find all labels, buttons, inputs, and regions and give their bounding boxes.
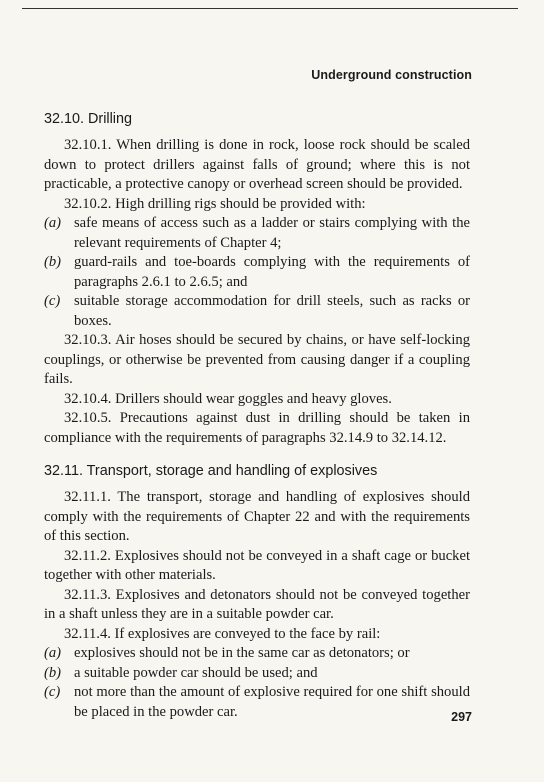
page-number: 297 <box>451 710 472 724</box>
paragraph-32-10-4: 32.10.4. Drillers should wear goggles and heavy gloves. <box>64 390 392 407</box>
list-marker: (a) <box>44 645 62 661</box>
list-item <box>44 214 470 253</box>
list-item <box>44 664 470 684</box>
list-marker: (c) <box>44 684 61 700</box>
list-item <box>44 644 470 664</box>
list-item-text: suitable storage accommodation for drill steels, such as racks or boxes. <box>74 293 470 329</box>
list-item <box>44 683 470 722</box>
list-item-text: not more than the amount of explosive required for one shift should be placed in the powder car. <box>74 684 470 720</box>
section-heading-drilling: 32.10. Drilling <box>44 111 132 127</box>
list-item <box>44 253 470 292</box>
page-body <box>44 110 470 722</box>
paragraph-32-11-2: 32.11.2. Explosives should not be conveyed in a shaft cage or bucket together with other materials. <box>44 547 470 583</box>
paragraph-32-11-3: 32.11.3. Explosives and detonators should not be conveyed together in a shaft unless they are in a suitable powder car. <box>44 586 470 622</box>
top-rule <box>22 8 518 9</box>
list-item-text: explosives should not be in the same car as detonators; or <box>74 645 410 661</box>
running-head: Underground construction <box>311 68 472 82</box>
list-item <box>44 292 470 331</box>
paragraph-32-10-1: 32.10.1. When drilling is done in rock, loose rock should be scaled down to protect drillers against falls of ground; where this is not practicable, a protective canopy or overhead screen should be provided. <box>44 137 470 192</box>
section-heading-explosives: 32.11. Transport, storage and handling of explosives <box>44 463 378 479</box>
paragraph-32-11-4: 32.11.4. If explosives are conveyed to the face by rail: <box>64 625 381 642</box>
paragraph-32-10-5: 32.10.5. Precautions against dust in drilling should be taken in compliance with the requirements of paragraphs 32.14.9 to 32.14.12. <box>44 410 470 446</box>
paragraph-32-10-2: 32.10.2. High drilling rigs should be provided with: <box>64 195 366 212</box>
list-marker: (a) <box>44 215 62 231</box>
list-item-text: safe means of access such as a ladder or stairs complying with the relevant requirements of Chapter 4; <box>74 215 470 251</box>
list-item-text: a suitable powder car should be used; and <box>74 664 318 681</box>
paragraph-32-10-3: 32.10.3. Air hoses should be secured by chains, or have self-locking couplings, or otherwise be prevented from causing danger if a coupling fails. <box>44 332 470 387</box>
list-marker: (b) <box>44 664 62 681</box>
paragraph-32-11-1: 32.11.1. The transport, storage and handling of explosives should comply with the requirements of Chapter 22 and with the requirements of this section. <box>44 489 470 544</box>
list-marker: (c) <box>44 293 61 309</box>
list-item-text: guard-rails and toe-boards complying with the requirements of paragraphs 2.6.1 to 2.6.5; and <box>74 254 470 290</box>
list-marker: (b) <box>44 254 62 270</box>
